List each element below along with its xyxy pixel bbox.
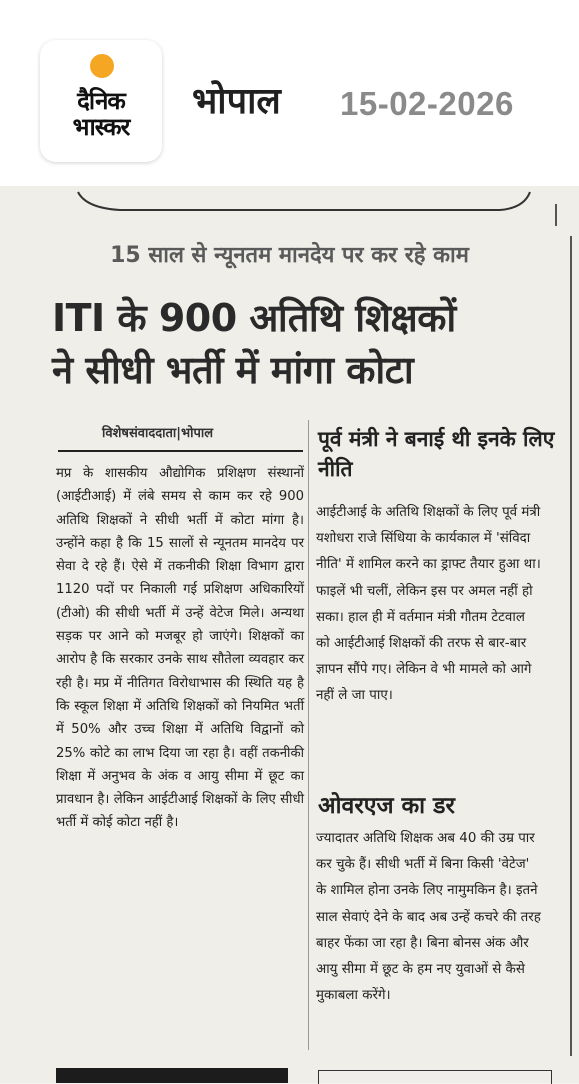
- next-article-bar: [56, 1068, 288, 1083]
- subhead-former-minister: पूर्व मंत्री ने बनाई थी इनके लिए नीति: [318, 427, 555, 481]
- edition-date: 15-02-2026: [340, 85, 514, 122]
- logo-text-line2: भास्कर: [72, 113, 130, 141]
- city-label: भोपाल: [192, 81, 281, 122]
- app-header: [0, 0, 579, 200]
- column-divider: [308, 420, 309, 1050]
- logo-text-line1: दैनिक: [77, 87, 125, 115]
- byline: विशेषसंवाददाता|भोपाल: [102, 426, 214, 441]
- article-body-right-2: ज्यादातर अतिथि शिक्षक अब 40 की उम्र पार कर चुके हैं। सीधी भर्ती में बिना किसी 'वेटेज' के शामिल होना उनके लिए नामुमकिन है। इतने साल सेवाएं देने के बाद अब उन्हें कचरे की तरह बाहर फेंका जा रहा है। बिना बोनस अंक और आयु सीमा में छूट के हम नए युवाओं से कैसे मुकाबला करेंगे।: [316, 831, 541, 1004]
- subhead-overage: ओवरएज का डर: [318, 793, 455, 819]
- next-article-box: [318, 1070, 552, 1084]
- article-body-right-1: आईटीआई के अतिथि शिक्षकों के लिए पूर्व मंत्री यशोधरा राजे सिंधिया के कार्यकाल में 'संविदा नीति' में शामिल करने का ड्राफ्ट तैयार हुआ था। फाइलें भी चलीं, लेकिन इस पर अमल नहीं हो सका। हाल ही में वर्तमान मंत्री गौतम टेटवाल को आईटीआई शिक्षकों की तरफ से बार-बार ज्ञापन सौंपे गए। लेकिन वे भी मामले को आगे नहीं ले जा पाए।: [316, 505, 541, 704]
- sun-icon: [88, 52, 116, 80]
- article-body-left: मप्र के शासकीय औद्योगिक प्रशिक्षण संस्थानों (आईटीआई) में लंबे समय से काम कर रहे 900 अतिथि शिक्षकों ने सीधी भर्ती में कोटा मांगा है। उन्होंने कहा है कि 15 सालों से न्यूनतम मानदेय पर सेवा दे रहे हैं। ऐसे में तकनीकी शिक्षा विभाग द्वारा 1120 पदों पर निकाली गई प्रशिक्षण अधिकारियों (टीओ) की सीधी भर्ती में उन्हें वेटेज मिले। अन्यथा सड़क पर आने को मजबूर हो जाएंगे। शिक्षकों का आरोप है कि सरकार उनके साथ सौतेला व्यवहार कर रही है। मप्र में नीतिगत विरोधाभास की स्थिति यह है कि स्कूल शिक्षा में अतिथि शिक्षकों को नियमित भर्ती में 50% और उच्च शिक्षा में अतिथि विद्वानों को 25% कोटे का लाभ दिया जा रहा है। वहीं तकनीकी शिक्षा में अनुभव के अंक व आयु सीमा में छूट का प्रावधान है। लेकिन आईटीआई शिक्षकों के लिए सीधी भर्ती में कोई कोटा नहीं है।: [56, 466, 304, 831]
- dainik-bhaskar-logo[interactable]: [40, 40, 162, 162]
- clipping-top-border: [0, 186, 579, 226]
- article-headline: [52, 292, 572, 396]
- byline-rule: [58, 450, 303, 452]
- article-kicker: 15 साल से न्यूनतम मानदेय पर कर रहे काम: [110, 243, 469, 268]
- headline-line1: ITI के 900 अतिथि शिक्षकों: [52, 296, 456, 340]
- headline-line2: ने सीधी भर्ती में मांगा कोटा: [52, 348, 414, 392]
